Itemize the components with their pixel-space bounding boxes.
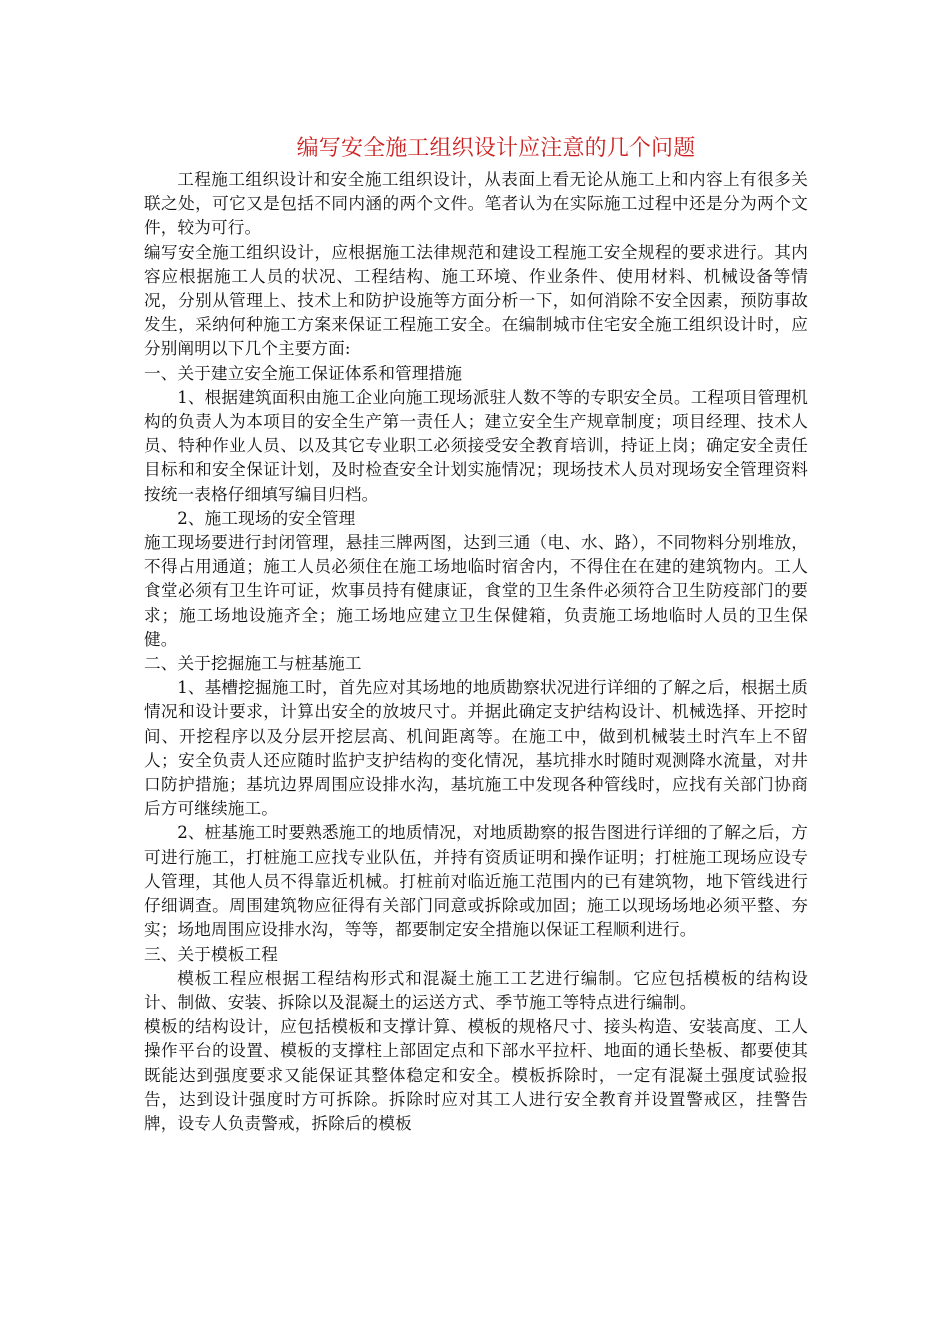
paragraph-formwork-design: 模板的结构设计，应包括模板和支撑计算、模板的规格尺寸、接头构造、安装高度、工人操作平台的设置、模板的支撑柱上部固定点和下部水平拉杆、地面的通长垫板、都要使其既能达到强度要求又能保证其整体稳定和安全。模板拆除时，一定有混凝土强度试验报告，达到设计强度时方可拆除。拆除时应对其工人进行安全教育并设置警戒区，挂警告牌，设专人负责警戒，拆除后的模板: [144, 1017, 808, 1133]
document-title: 编写安全施工组织设计应注意的几个问题: [296, 136, 696, 161]
paragraph-excavation: 1、基槽挖掘施工时，首先应对其场地的地质勘察状况进行详细的了解之后，根据土质情况和设计要求，计算出安全的放坡尺寸。并据此确定支护结构设计、机械选择、开挖时间、开挖程序以及分层开挖层高、机间距离等。在施工中，做到机械装土时汽车上不留人；安全负责人还应随时监护支护结构的变化情况，基坑排水时随时观测降水流量，对井口防护措施；基坑边界周围应设排水沟，基坑施工中发现各种管线时，应找有关部门协商后方可继续施工。: [144, 678, 808, 819]
paragraph-pile-foundation: 2、桩基施工时要熟悉施工的地质情况，对地质勘察的报告图进行详细的了解之后，方可进行施工，打桩施工应找专业队伍，并持有资质证明和操作证明；打桩施工现场应设专人管理，其他人员不得靠近机械。打桩前对临近施工范围内的已有建筑物，地下管线进行仔细调查。周围建筑物应征得有关部门同意或拆除或加固；施工以现场场地必须平整、夯实；场地周围应设排水沟，等等，都要制定安全措施以保证工程顺利进行。: [144, 823, 808, 940]
paragraph-site-management: 施工现场要进行封闭管理，悬挂三牌两图，达到三通（电、水、路），不同物料分别堆放，不得占用通道；施工人员必须住在施工场地临时宿舍内，不得住在在建的建筑物内。工人食堂必须有卫生许可证，炊事员持有健康证，食堂的卫生条件必须符合卫生防疫部门的要求；施工场地设施齐全；施工场地应建立卫生保健箱，负责施工场地临时人员的卫生保健。: [144, 533, 808, 649]
paragraph-safety-staff: 1、根据建筑面积由施工企业向施工现场派驻人数不等的专职安全员。工程项目管理机构的负责人为本项目的安全生产第一责任人；建立安全生产规章制度；项目经理、技术人员、特种作业人员、以及其它专业职工必须接受安全教育培训，持证上岗；确定安全责任目标和和安全保证计划，及时检查安全计划实施情况；现场技术人员对现场安全管理资料按统一表格仔细填写编目归档。: [144, 387, 808, 504]
paragraph-intro: 工程施工组织设计和安全施工组织设计，从表面上看无论从施工上和内容上有很多关联之处，可它又是包括不同内涵的两个文件。笔者认为在实际施工过程中还是分为两个文件，较为可行。: [144, 170, 808, 238]
paragraph-formwork-intro: 模板工程应根据工程结构形式和混凝土施工工艺进行编制。它应包括模板的结构设计、制做、安装、拆除以及混凝土的运送方式、季节施工等特点进行编制。: [144, 968, 808, 1012]
document-body: [144, 134, 808, 1136]
paragraph-requirements: 编写安全施工组织设计，应根据施工法律规范和建设工程施工安全规程的要求进行。其内容应根据施工人员的状况、工程结构、施工环境、作业条件、使用材料、机械设备等情况，分别从管理上、技术上和防护设施等方面分析一下，如何消除不安全因素，预防事故发生，采纳何种施工方案来保证工程施工安全。在编制城市住宅安全施工组织设计时，应分别阐明以下几个主要方面:: [144, 242, 808, 359]
section-heading-2: 二、关于挖掘施工与桩基施工: [144, 654, 362, 674]
section-heading-1: 一、关于建立安全施工保证体系和管理措施: [144, 363, 463, 383]
subheading-site-management: 2、施工现场的安全管理: [177, 508, 356, 528]
section-heading-3: 三、关于模板工程: [144, 944, 278, 964]
